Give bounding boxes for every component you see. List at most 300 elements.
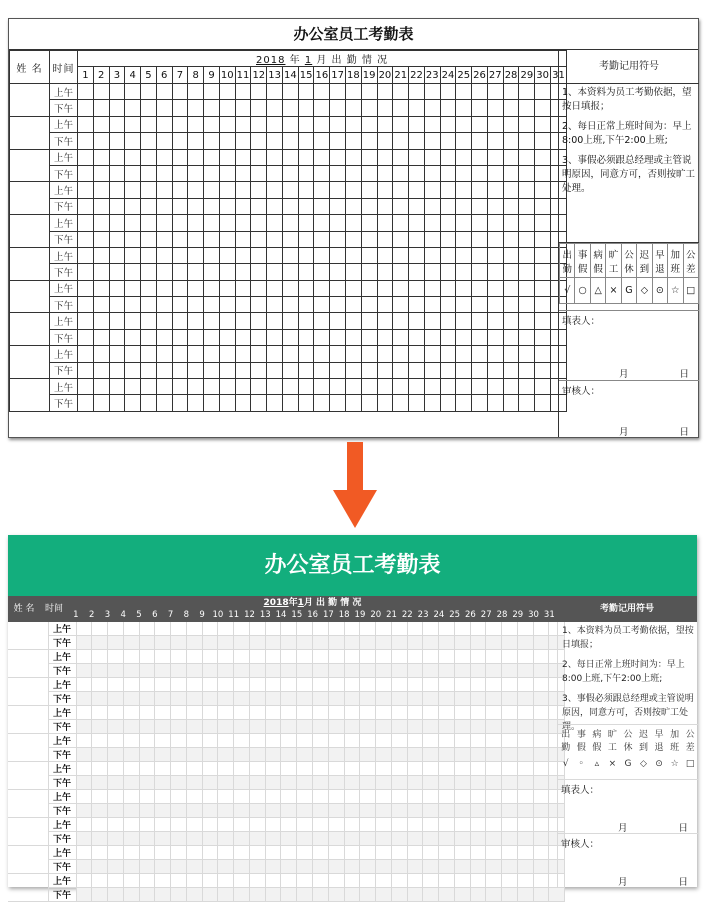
attendance-cell[interactable] — [409, 247, 425, 263]
attendance-cell[interactable] — [155, 636, 171, 650]
attendance-cell[interactable] — [407, 888, 423, 902]
attendance-cell[interactable] — [330, 362, 346, 378]
attendance-cell[interactable] — [312, 622, 328, 636]
attendance-cell[interactable] — [92, 874, 108, 888]
attendance-cell[interactable] — [172, 297, 188, 313]
attendance-cell[interactable] — [393, 379, 409, 395]
attendance-cell[interactable] — [156, 198, 172, 214]
attendance-cell[interactable] — [407, 622, 423, 636]
attendance-cell[interactable] — [535, 329, 551, 345]
attendance-cell[interactable] — [440, 215, 456, 231]
attendance-cell[interactable] — [360, 734, 376, 748]
attendance-cell[interactable] — [267, 231, 283, 247]
attendance-cell[interactable] — [251, 116, 267, 132]
attendance-cell[interactable] — [109, 215, 125, 231]
attendance-cell[interactable] — [391, 664, 407, 678]
attendance-cell[interactable] — [328, 720, 344, 734]
attendance-cell[interactable] — [423, 818, 439, 832]
attendance-cell[interactable] — [330, 100, 346, 116]
attendance-cell[interactable] — [141, 149, 157, 165]
attendance-cell[interactable] — [361, 264, 377, 280]
attendance-cell[interactable] — [533, 748, 549, 762]
attendance-cell[interactable] — [141, 297, 157, 313]
attendance-cell[interactable] — [298, 395, 314, 411]
attendance-cell[interactable] — [519, 280, 535, 296]
attendance-cell[interactable] — [188, 264, 204, 280]
attendance-cell[interactable] — [139, 762, 155, 776]
attendance-cell[interactable] — [519, 264, 535, 280]
attendance-cell[interactable] — [486, 790, 502, 804]
attendance-cell[interactable] — [360, 720, 376, 734]
attendance-cell[interactable] — [186, 846, 202, 860]
attendance-cell[interactable] — [423, 692, 439, 706]
attendance-cell[interactable] — [93, 264, 109, 280]
attendance-cell[interactable] — [297, 790, 313, 804]
attendance-cell[interactable] — [330, 247, 346, 263]
attendance-cell[interactable] — [502, 874, 518, 888]
attendance-cell[interactable] — [407, 860, 423, 874]
attendance-cell[interactable] — [312, 804, 328, 818]
attendance-cell[interactable] — [330, 133, 346, 149]
attendance-cell[interactable] — [454, 664, 470, 678]
attendance-cell[interactable] — [297, 818, 313, 832]
attendance-cell[interactable] — [251, 198, 267, 214]
attendance-cell[interactable] — [328, 734, 344, 748]
attendance-cell[interactable] — [172, 329, 188, 345]
attendance-cell[interactable] — [234, 762, 250, 776]
attendance-cell[interactable] — [393, 346, 409, 362]
attendance-cell[interactable] — [171, 874, 187, 888]
attendance-cell[interactable] — [314, 149, 330, 165]
employee-name-cell[interactable] — [10, 280, 50, 313]
attendance-cell[interactable] — [377, 165, 393, 181]
attendance-cell[interactable] — [171, 622, 187, 636]
attendance-cell[interactable] — [423, 776, 439, 790]
attendance-cell[interactable] — [155, 678, 171, 692]
attendance-cell[interactable] — [376, 818, 392, 832]
attendance-cell[interactable] — [78, 84, 94, 100]
attendance-cell[interactable] — [503, 379, 519, 395]
attendance-cell[interactable] — [424, 149, 440, 165]
attendance-cell[interactable] — [188, 133, 204, 149]
attendance-cell[interactable] — [314, 264, 330, 280]
attendance-cell[interactable] — [439, 734, 455, 748]
attendance-cell[interactable] — [346, 182, 362, 198]
attendance-cell[interactable] — [391, 804, 407, 818]
employee-name-cell[interactable] — [8, 874, 48, 902]
attendance-cell[interactable] — [376, 790, 392, 804]
attendance-cell[interactable] — [328, 650, 344, 664]
attendance-cell[interactable] — [519, 84, 535, 100]
attendance-cell[interactable] — [93, 346, 109, 362]
attendance-cell[interactable] — [219, 215, 235, 231]
attendance-cell[interactable] — [423, 664, 439, 678]
attendance-cell[interactable] — [186, 622, 202, 636]
attendance-cell[interactable] — [282, 100, 298, 116]
attendance-cell[interactable] — [108, 860, 124, 874]
attendance-cell[interactable] — [344, 720, 360, 734]
attendance-cell[interactable] — [235, 182, 251, 198]
attendance-cell[interactable] — [109, 247, 125, 263]
attendance-cell[interactable] — [265, 776, 281, 790]
attendance-cell[interactable] — [361, 149, 377, 165]
attendance-cell[interactable] — [251, 313, 267, 329]
attendance-cell[interactable] — [297, 776, 313, 790]
attendance-cell[interactable] — [409, 165, 425, 181]
attendance-cell[interactable] — [297, 720, 313, 734]
attendance-cell[interactable] — [377, 247, 393, 263]
attendance-cell[interactable] — [486, 818, 502, 832]
attendance-cell[interactable] — [346, 133, 362, 149]
attendance-cell[interactable] — [76, 678, 92, 692]
attendance-cell[interactable] — [108, 650, 124, 664]
attendance-cell[interactable] — [486, 636, 502, 650]
attendance-cell[interactable] — [456, 165, 472, 181]
attendance-cell[interactable] — [139, 720, 155, 734]
attendance-cell[interactable] — [439, 678, 455, 692]
attendance-cell[interactable] — [267, 379, 283, 395]
attendance-cell[interactable] — [123, 790, 139, 804]
attendance-cell[interactable] — [123, 720, 139, 734]
attendance-cell[interactable] — [533, 678, 549, 692]
attendance-cell[interactable] — [172, 182, 188, 198]
attendance-cell[interactable] — [76, 636, 92, 650]
attendance-cell[interactable] — [156, 313, 172, 329]
attendance-cell[interactable] — [265, 818, 281, 832]
attendance-cell[interactable] — [93, 313, 109, 329]
attendance-cell[interactable] — [328, 748, 344, 762]
attendance-cell[interactable] — [439, 622, 455, 636]
attendance-cell[interactable] — [312, 664, 328, 678]
attendance-cell[interactable] — [314, 84, 330, 100]
attendance-cell[interactable] — [439, 650, 455, 664]
attendance-cell[interactable] — [186, 818, 202, 832]
attendance-cell[interactable] — [314, 395, 330, 411]
attendance-cell[interactable] — [330, 379, 346, 395]
attendance-cell[interactable] — [470, 706, 486, 720]
attendance-cell[interactable] — [519, 116, 535, 132]
attendance-cell[interactable] — [328, 804, 344, 818]
attendance-cell[interactable] — [282, 329, 298, 345]
attendance-cell[interactable] — [393, 264, 409, 280]
attendance-cell[interactable] — [218, 748, 234, 762]
attendance-cell[interactable] — [297, 664, 313, 678]
attendance-cell[interactable] — [503, 231, 519, 247]
attendance-cell[interactable] — [155, 664, 171, 678]
attendance-cell[interactable] — [377, 84, 393, 100]
attendance-cell[interactable] — [423, 888, 439, 902]
attendance-cell[interactable] — [423, 636, 439, 650]
attendance-cell[interactable] — [377, 100, 393, 116]
attendance-cell[interactable] — [123, 804, 139, 818]
attendance-cell[interactable] — [218, 650, 234, 664]
attendance-cell[interactable] — [346, 100, 362, 116]
attendance-cell[interactable] — [92, 678, 108, 692]
attendance-cell[interactable] — [219, 280, 235, 296]
attendance-cell[interactable] — [141, 133, 157, 149]
attendance-cell[interactable] — [519, 247, 535, 263]
attendance-cell[interactable] — [188, 329, 204, 345]
attendance-cell[interactable] — [125, 395, 141, 411]
attendance-cell[interactable] — [360, 804, 376, 818]
attendance-cell[interactable] — [470, 888, 486, 902]
attendance-cell[interactable] — [424, 231, 440, 247]
attendance-cell[interactable] — [282, 182, 298, 198]
employee-name-cell[interactable] — [10, 182, 50, 215]
attendance-cell[interactable] — [312, 720, 328, 734]
attendance-cell[interactable] — [123, 762, 139, 776]
attendance-cell[interactable] — [407, 846, 423, 860]
attendance-cell[interactable] — [123, 832, 139, 846]
attendance-cell[interactable] — [267, 182, 283, 198]
attendance-cell[interactable] — [251, 329, 267, 345]
attendance-cell[interactable] — [517, 818, 533, 832]
attendance-cell[interactable] — [393, 362, 409, 378]
employee-name-cell[interactable] — [8, 762, 48, 790]
attendance-cell[interactable] — [298, 215, 314, 231]
attendance-cell[interactable] — [517, 678, 533, 692]
attendance-cell[interactable] — [125, 198, 141, 214]
attendance-cell[interactable] — [470, 762, 486, 776]
attendance-cell[interactable] — [78, 280, 94, 296]
attendance-cell[interactable] — [344, 846, 360, 860]
attendance-cell[interactable] — [503, 346, 519, 362]
attendance-cell[interactable] — [344, 650, 360, 664]
attendance-cell[interactable] — [361, 297, 377, 313]
attendance-cell[interactable] — [186, 636, 202, 650]
attendance-cell[interactable] — [391, 706, 407, 720]
attendance-cell[interactable] — [487, 379, 503, 395]
attendance-cell[interactable] — [346, 116, 362, 132]
attendance-cell[interactable] — [328, 860, 344, 874]
attendance-cell[interactable] — [93, 280, 109, 296]
attendance-cell[interactable] — [423, 678, 439, 692]
attendance-cell[interactable] — [265, 832, 281, 846]
attendance-cell[interactable] — [377, 133, 393, 149]
attendance-cell[interactable] — [172, 264, 188, 280]
attendance-cell[interactable] — [344, 776, 360, 790]
attendance-cell[interactable] — [249, 734, 265, 748]
attendance-cell[interactable] — [360, 776, 376, 790]
attendance-cell[interactable] — [235, 346, 251, 362]
attendance-cell[interactable] — [409, 149, 425, 165]
attendance-cell[interactable] — [376, 888, 392, 902]
attendance-cell[interactable] — [78, 149, 94, 165]
attendance-cell[interactable] — [298, 165, 314, 181]
attendance-cell[interactable] — [472, 379, 488, 395]
attendance-cell[interactable] — [108, 748, 124, 762]
attendance-cell[interactable] — [234, 860, 250, 874]
attendance-cell[interactable] — [487, 247, 503, 263]
attendance-cell[interactable] — [502, 748, 518, 762]
attendance-cell[interactable] — [125, 379, 141, 395]
attendance-cell[interactable] — [486, 748, 502, 762]
attendance-cell[interactable] — [360, 860, 376, 874]
attendance-cell[interactable] — [502, 888, 518, 902]
attendance-cell[interactable] — [439, 860, 455, 874]
attendance-cell[interactable] — [377, 231, 393, 247]
attendance-cell[interactable] — [125, 133, 141, 149]
attendance-cell[interactable] — [535, 165, 551, 181]
attendance-cell[interactable] — [172, 395, 188, 411]
attendance-cell[interactable] — [424, 247, 440, 263]
attendance-cell[interactable] — [281, 776, 297, 790]
attendance-cell[interactable] — [108, 706, 124, 720]
attendance-cell[interactable] — [172, 215, 188, 231]
attendance-cell[interactable] — [267, 313, 283, 329]
attendance-cell[interactable] — [93, 116, 109, 132]
attendance-cell[interactable] — [502, 706, 518, 720]
attendance-cell[interactable] — [156, 182, 172, 198]
attendance-cell[interactable] — [439, 762, 455, 776]
attendance-cell[interactable] — [123, 706, 139, 720]
attendance-cell[interactable] — [472, 346, 488, 362]
attendance-cell[interactable] — [360, 622, 376, 636]
attendance-cell[interactable] — [202, 790, 218, 804]
attendance-cell[interactable] — [423, 790, 439, 804]
attendance-cell[interactable] — [503, 165, 519, 181]
attendance-cell[interactable] — [219, 247, 235, 263]
attendance-cell[interactable] — [156, 280, 172, 296]
attendance-cell[interactable] — [503, 297, 519, 313]
attendance-cell[interactable] — [344, 860, 360, 874]
attendance-cell[interactable] — [424, 313, 440, 329]
attendance-cell[interactable] — [314, 379, 330, 395]
attendance-cell[interactable] — [78, 313, 94, 329]
attendance-cell[interactable] — [360, 706, 376, 720]
attendance-cell[interactable] — [186, 874, 202, 888]
employee-name-cell[interactable] — [8, 650, 48, 678]
attendance-cell[interactable] — [186, 692, 202, 706]
attendance-cell[interactable] — [470, 846, 486, 860]
attendance-cell[interactable] — [517, 874, 533, 888]
attendance-cell[interactable] — [409, 116, 425, 132]
attendance-cell[interactable] — [218, 636, 234, 650]
attendance-cell[interactable] — [267, 100, 283, 116]
attendance-cell[interactable] — [360, 874, 376, 888]
attendance-cell[interactable] — [346, 329, 362, 345]
attendance-cell[interactable] — [409, 346, 425, 362]
attendance-cell[interactable] — [188, 215, 204, 231]
attendance-cell[interactable] — [407, 720, 423, 734]
attendance-cell[interactable] — [219, 84, 235, 100]
attendance-cell[interactable] — [171, 888, 187, 902]
attendance-cell[interactable] — [407, 776, 423, 790]
attendance-cell[interactable] — [188, 379, 204, 395]
attendance-cell[interactable] — [535, 231, 551, 247]
employee-name-cell[interactable] — [8, 734, 48, 762]
attendance-cell[interactable] — [391, 790, 407, 804]
attendance-cell[interactable] — [328, 888, 344, 902]
attendance-cell[interactable] — [391, 874, 407, 888]
attendance-cell[interactable] — [202, 678, 218, 692]
attendance-cell[interactable] — [204, 165, 220, 181]
attendance-cell[interactable] — [391, 650, 407, 664]
attendance-cell[interactable] — [502, 650, 518, 664]
attendance-cell[interactable] — [109, 395, 125, 411]
attendance-cell[interactable] — [487, 100, 503, 116]
attendance-cell[interactable] — [312, 790, 328, 804]
attendance-cell[interactable] — [172, 247, 188, 263]
attendance-cell[interactable] — [267, 346, 283, 362]
attendance-cell[interactable] — [344, 734, 360, 748]
attendance-cell[interactable] — [314, 280, 330, 296]
attendance-cell[interactable] — [139, 874, 155, 888]
attendance-cell[interactable] — [204, 215, 220, 231]
attendance-cell[interactable] — [93, 198, 109, 214]
attendance-cell[interactable] — [141, 280, 157, 296]
attendance-cell[interactable] — [93, 149, 109, 165]
attendance-cell[interactable] — [377, 198, 393, 214]
attendance-cell[interactable] — [361, 231, 377, 247]
attendance-cell[interactable] — [314, 100, 330, 116]
attendance-cell[interactable] — [454, 874, 470, 888]
attendance-cell[interactable] — [171, 762, 187, 776]
attendance-cell[interactable] — [330, 297, 346, 313]
attendance-cell[interactable] — [487, 395, 503, 411]
attendance-cell[interactable] — [172, 362, 188, 378]
attendance-cell[interactable] — [456, 247, 472, 263]
attendance-cell[interactable] — [188, 313, 204, 329]
attendance-cell[interactable] — [141, 100, 157, 116]
attendance-cell[interactable] — [298, 116, 314, 132]
attendance-cell[interactable] — [156, 379, 172, 395]
attendance-cell[interactable] — [76, 790, 92, 804]
attendance-cell[interactable] — [409, 84, 425, 100]
attendance-cell[interactable] — [171, 846, 187, 860]
attendance-cell[interactable] — [249, 846, 265, 860]
attendance-cell[interactable] — [265, 888, 281, 902]
attendance-cell[interactable] — [361, 313, 377, 329]
attendance-cell[interactable] — [171, 818, 187, 832]
attendance-cell[interactable] — [139, 860, 155, 874]
attendance-cell[interactable] — [472, 329, 488, 345]
attendance-cell[interactable] — [517, 748, 533, 762]
attendance-cell[interactable] — [440, 165, 456, 181]
attendance-cell[interactable] — [125, 165, 141, 181]
attendance-cell[interactable] — [487, 165, 503, 181]
attendance-cell[interactable] — [172, 165, 188, 181]
attendance-cell[interactable] — [487, 297, 503, 313]
attendance-cell[interactable] — [456, 149, 472, 165]
attendance-cell[interactable] — [282, 264, 298, 280]
attendance-cell[interactable] — [267, 247, 283, 263]
attendance-cell[interactable] — [346, 264, 362, 280]
attendance-cell[interactable] — [172, 116, 188, 132]
attendance-cell[interactable] — [330, 198, 346, 214]
attendance-cell[interactable] — [297, 804, 313, 818]
attendance-cell[interactable] — [312, 706, 328, 720]
attendance-cell[interactable] — [186, 832, 202, 846]
attendance-cell[interactable] — [76, 734, 92, 748]
attendance-cell[interactable] — [249, 860, 265, 874]
attendance-cell[interactable] — [486, 860, 502, 874]
attendance-cell[interactable] — [486, 762, 502, 776]
attendance-cell[interactable] — [155, 860, 171, 874]
attendance-cell[interactable] — [204, 100, 220, 116]
attendance-cell[interactable] — [312, 846, 328, 860]
attendance-cell[interactable] — [503, 313, 519, 329]
attendance-cell[interactable] — [218, 832, 234, 846]
attendance-cell[interactable] — [314, 133, 330, 149]
attendance-cell[interactable] — [204, 395, 220, 411]
attendance-cell[interactable] — [235, 329, 251, 345]
attendance-cell[interactable] — [454, 818, 470, 832]
attendance-cell[interactable] — [172, 346, 188, 362]
attendance-cell[interactable] — [109, 346, 125, 362]
attendance-cell[interactable] — [312, 678, 328, 692]
attendance-cell[interactable] — [361, 133, 377, 149]
